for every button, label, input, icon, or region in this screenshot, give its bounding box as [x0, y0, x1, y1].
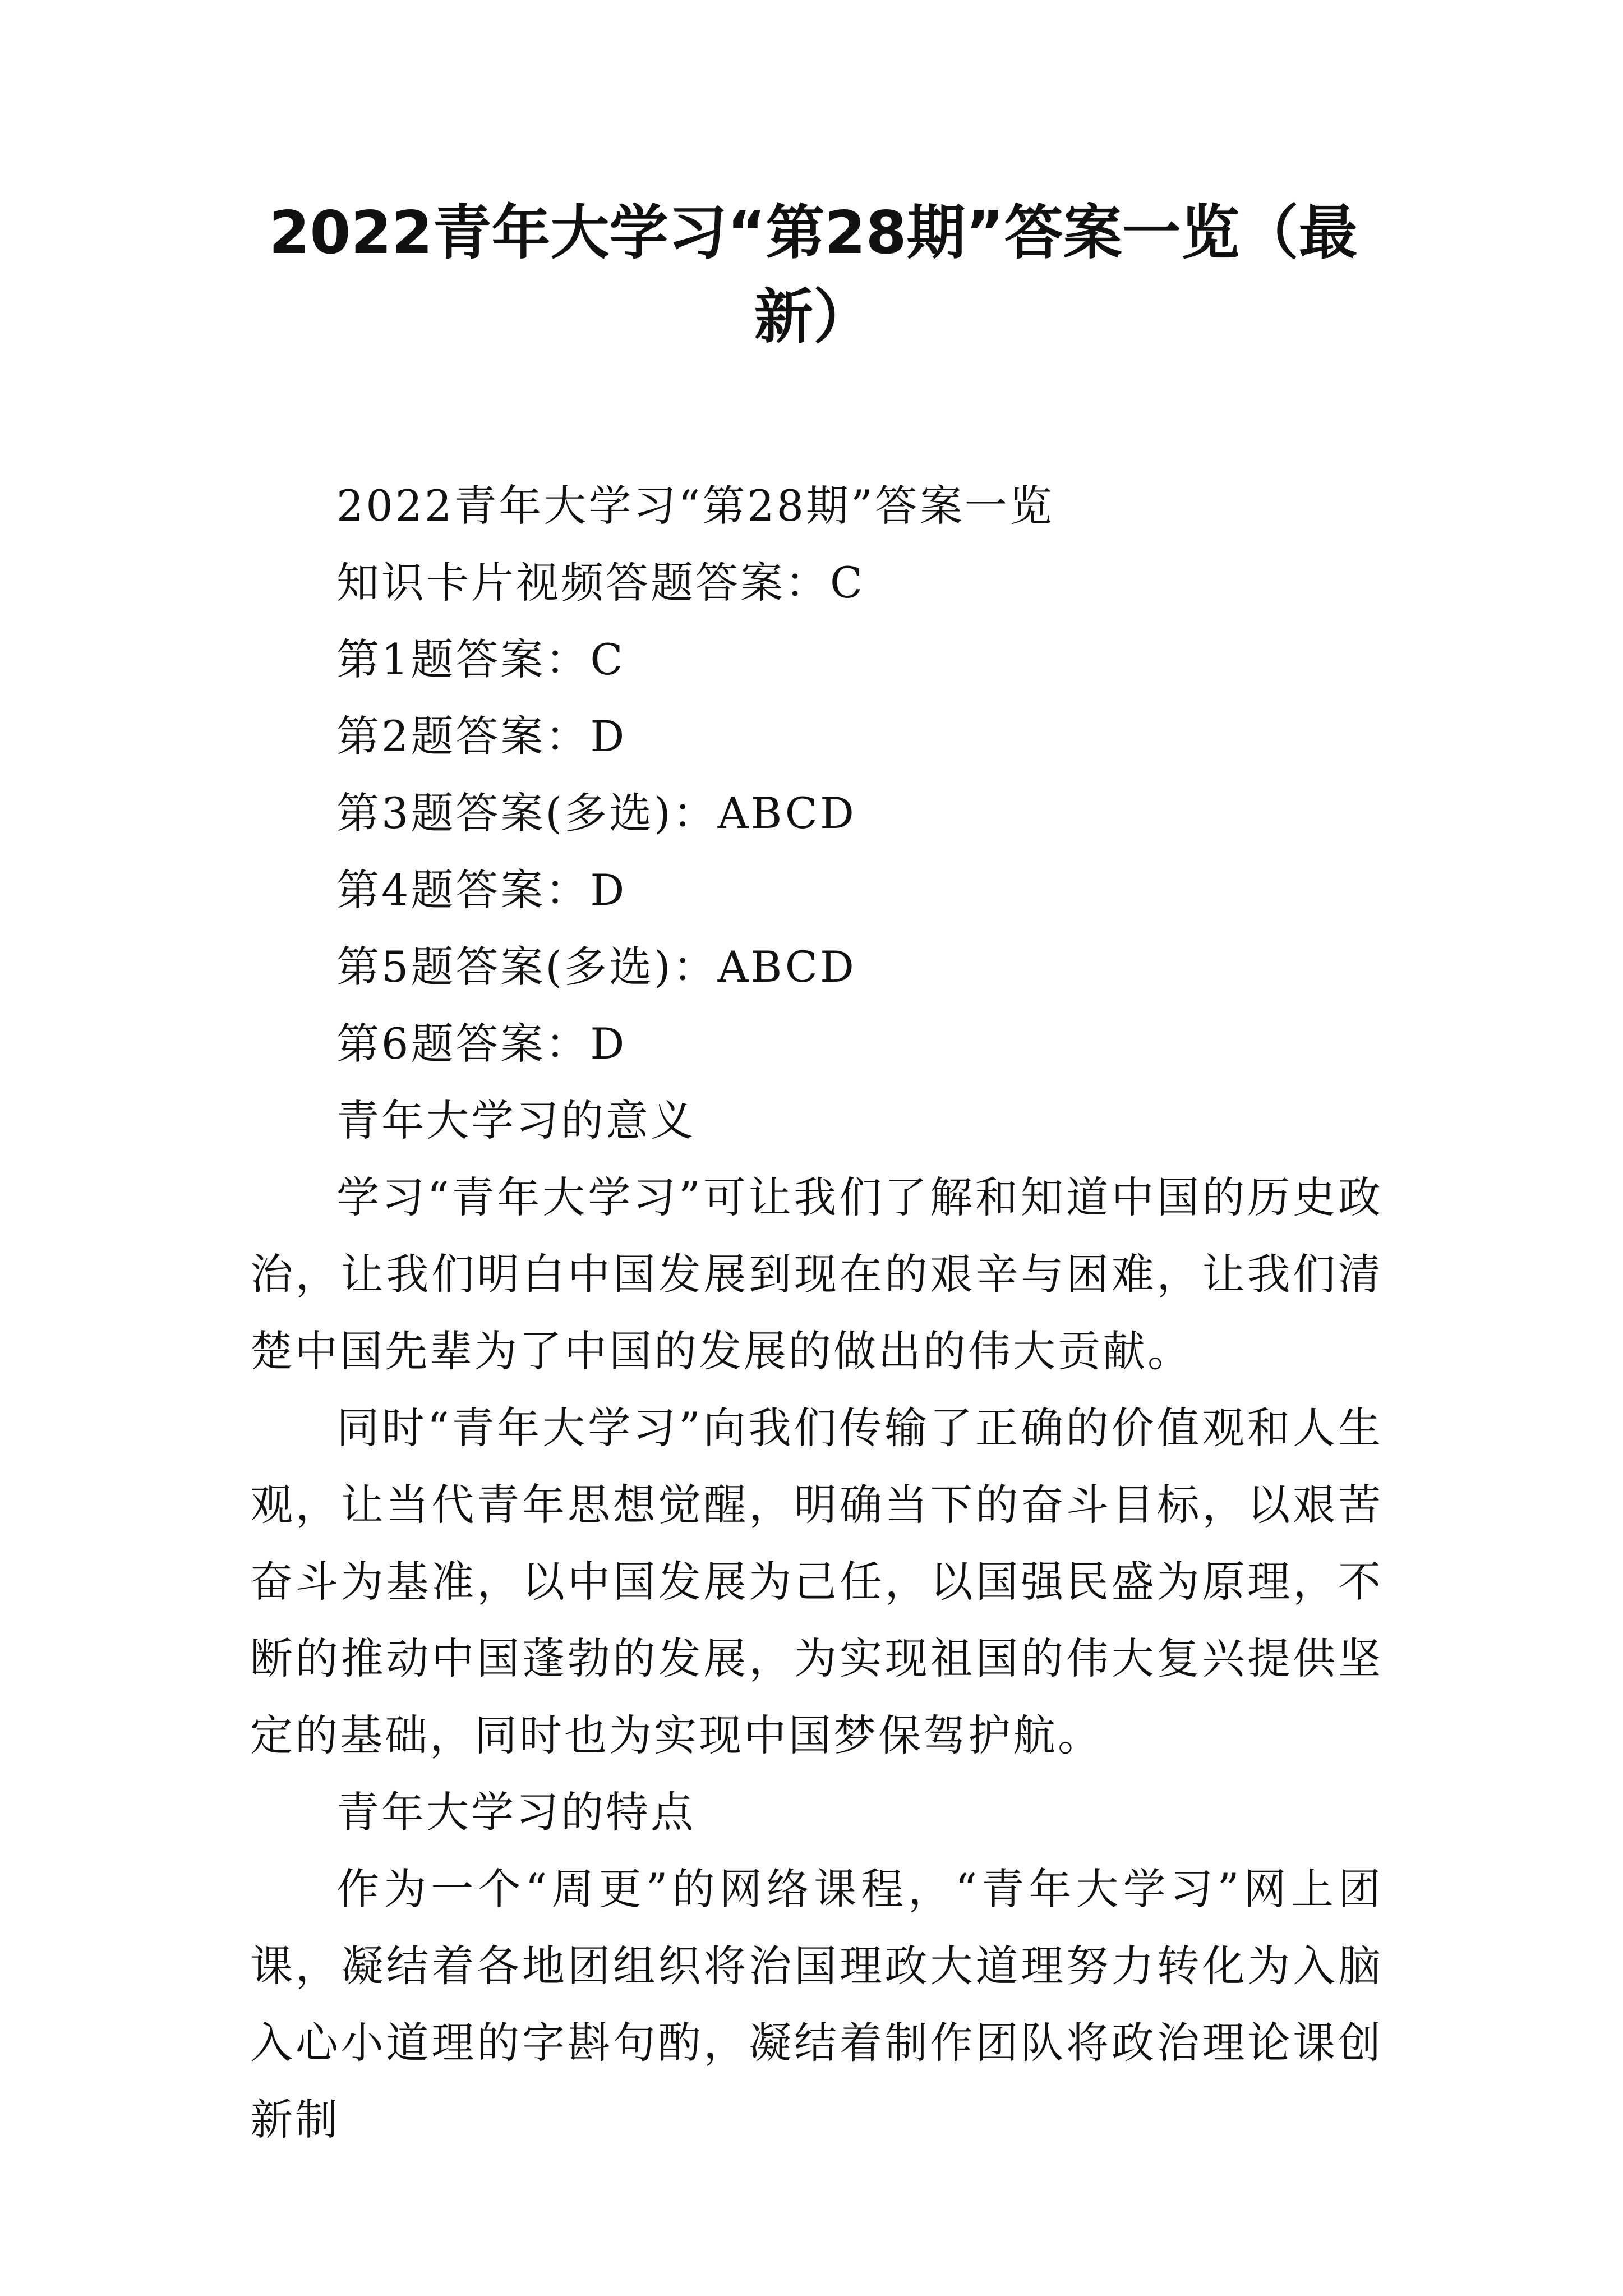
document-title: 2022青年大学习“第28期”答案一览（最新） [269, 199, 1358, 351]
meaning-heading: 青年大学习的意义 [336, 1096, 695, 1145]
answer-line: 知识卡片视频答题答案：C [336, 558, 865, 608]
document-body [250, 467, 1383, 2158]
features-paragraph: 作为一个“周更”的网络课程，“青年大学习”网上团课，凝结着各地团组织将治国理政大道理努力转化为入脑入心小道理的字斟句酌，凝结着制作团队将政治理论课创新制 [250, 1864, 1383, 2145]
features-heading: 青年大学习的特点 [336, 1787, 695, 1837]
answer-line: 第2题答案：D [336, 711, 627, 761]
meaning-paragraph: 学习“青年大学习”可让我们了解和知道中国的历史政治，让我们明白中国发展到现在的艰辛与困难，让我们清楚中国先辈为了中国的发展的做出的伟大贡献。 [250, 1172, 1383, 1376]
answer-line: 第5题答案(多选)：ABCD [336, 942, 856, 992]
answer-line: 第6题答案：D [336, 1019, 627, 1069]
answer-line: 第4题答案：D [336, 865, 627, 915]
answer-line: 第1题答案：C [336, 634, 625, 684]
meaning-paragraph: 同时“青年大学习”向我们传输了正确的价值观和人生观，让当代青年思想觉醒，明确当下的奋斗目标，以艰苦奋斗为基准，以中国发展为己任，以国强民盛为原理，不断的推动中国蓬勃的发展，为实现祖国的伟大复兴提供坚定的基础，同时也为实现中国梦保驾护航。 [250, 1403, 1383, 1760]
answers-heading: 2022青年大学习“第28期”答案一览 [336, 481, 1054, 531]
answer-line: 第3题答案(多选)：ABCD [336, 788, 856, 838]
